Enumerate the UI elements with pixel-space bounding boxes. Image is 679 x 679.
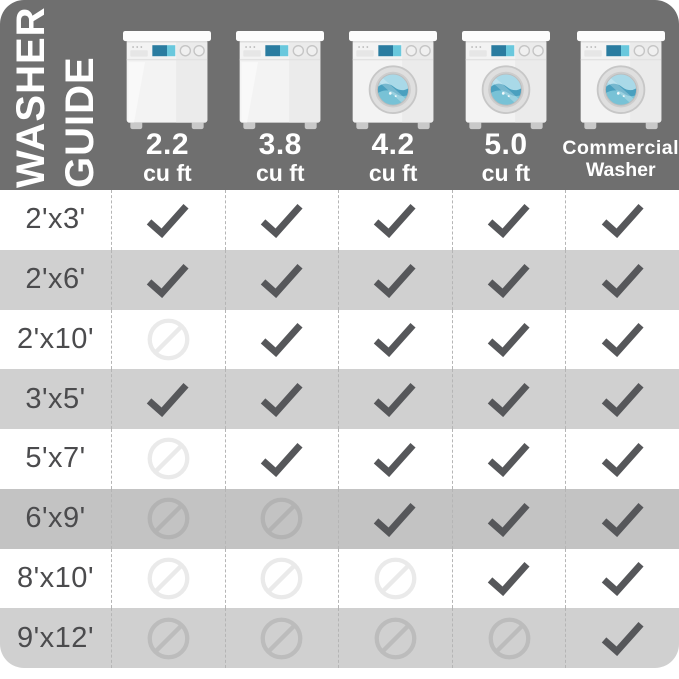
prohibited-icon [146,317,191,362]
fit-cell [338,489,452,549]
fit-cell [565,489,679,549]
prohibited-icon [146,496,191,541]
prohibited-icon [146,616,191,661]
rug-size-label: 9'x12' [17,621,94,654]
rug-size-label: 5'x7' [25,442,86,475]
check-icon [145,381,191,417]
capacity-unit: cu ft [481,160,531,186]
fit-cell [452,549,566,609]
check-icon [259,262,305,298]
fit-cell [565,549,679,609]
title-line-2: GUIDE [57,56,102,188]
check-icon [372,501,418,537]
column-header-3-8 [224,0,337,190]
fit-cell [111,250,225,310]
front-load-washer-icon [575,31,667,127]
capacity-label [369,130,418,185]
check-icon [372,321,418,357]
capacity-label [256,130,305,185]
table-row [0,250,679,310]
prohibited-icon [373,556,418,601]
fit-cell [111,549,225,609]
check-icon [372,202,418,238]
capacity-label [143,130,192,185]
fit-cell [565,310,679,370]
fit-cell [111,429,225,489]
table-row [0,489,679,549]
capacity-unit: cu ft [368,160,418,186]
fit-cell [338,608,452,668]
fit-cell [452,250,566,310]
prohibited-icon [259,556,304,601]
check-icon [486,501,532,537]
check-icon [486,560,532,596]
check-icon [259,321,305,357]
check-icon [600,501,646,537]
fit-cell [225,608,339,668]
fit-cell [452,429,566,489]
check-icon [145,202,191,238]
fit-cell [565,250,679,310]
fit-cell [452,608,566,668]
fit-cell [565,429,679,489]
fit-cell [338,369,452,429]
fit-cell [338,190,452,250]
rug-size-label: 2'x6' [25,263,86,296]
table-row [0,369,679,429]
capacity-value: 3.8 [258,128,302,161]
fit-cell [225,310,339,370]
column-header-4-2 [337,0,450,190]
fit-cell [452,190,566,250]
prohibited-icon [487,616,532,661]
fit-cell [565,608,679,668]
fit-cell [111,190,225,250]
table-row [0,429,679,489]
fit-cell [452,369,566,429]
check-icon [486,381,532,417]
check-icon [600,381,646,417]
fit-cell [225,190,339,250]
column-header-2-2 [111,0,224,190]
check-icon [486,202,532,238]
check-icon [372,441,418,477]
check-icon [145,262,191,298]
check-icon [600,620,646,656]
page-title [7,0,105,190]
fit-cell [111,489,225,549]
capacity-label [482,130,531,185]
title-box [0,0,111,190]
fit-cell [225,250,339,310]
rug-size-label: 2'x3' [25,203,86,236]
check-icon [259,441,305,477]
capacity-value: 5.0 [484,128,528,161]
column-header-commercial [562,0,679,190]
table-row [0,190,679,250]
check-icon [372,381,418,417]
capacity-unit: cu ft [143,160,192,186]
check-icon [259,202,305,238]
check-icon [600,441,646,477]
capacity-label [562,137,679,182]
fit-cell [225,429,339,489]
check-icon [600,321,646,357]
fit-cell [338,250,452,310]
fit-cell [111,608,225,668]
fit-cell [565,369,679,429]
capacity-unit: cu ft [255,160,305,186]
column-header-5-0 [450,0,563,190]
top-load-washer-icon [121,31,213,127]
rug-size-label: 2'x10' [17,322,94,355]
fit-cell [225,489,339,549]
fit-cell [225,549,339,609]
title-line-1: WASHER [8,6,53,188]
check-icon [259,381,305,417]
fit-cell [111,369,225,429]
fit-cell [338,549,452,609]
front-load-washer-icon [347,31,439,127]
capacity-value: Commercial [562,137,679,159]
fit-matrix-table [0,190,679,668]
check-icon [486,321,532,357]
fit-cell [338,310,452,370]
table-row [0,310,679,370]
check-icon [600,202,646,238]
header-band [0,0,679,190]
table-row [0,549,679,609]
fit-cell [111,310,225,370]
prohibited-icon [373,616,418,661]
capacity-value: 4.2 [371,128,415,161]
fit-cell [338,429,452,489]
front-load-washer-icon [460,31,552,127]
rug-size-label: 8'x10' [17,561,94,594]
top-load-washer-icon [234,31,326,127]
rug-size-label: 3'x5' [25,382,86,415]
check-icon [600,262,646,298]
prohibited-icon [259,496,304,541]
table-row [0,608,679,668]
check-icon [372,262,418,298]
check-icon [486,441,532,477]
rug-size-label: 6'x9' [25,502,86,535]
prohibited-icon [146,556,191,601]
check-icon [600,560,646,596]
prohibited-icon [146,436,191,481]
fit-cell [225,369,339,429]
fit-cell [452,310,566,370]
fit-cell [452,489,566,549]
check-icon [486,262,532,298]
fit-cell [565,190,679,250]
capacity-value: 2.2 [145,128,190,161]
prohibited-icon [259,616,304,661]
capacity-unit: Washer [585,159,656,182]
